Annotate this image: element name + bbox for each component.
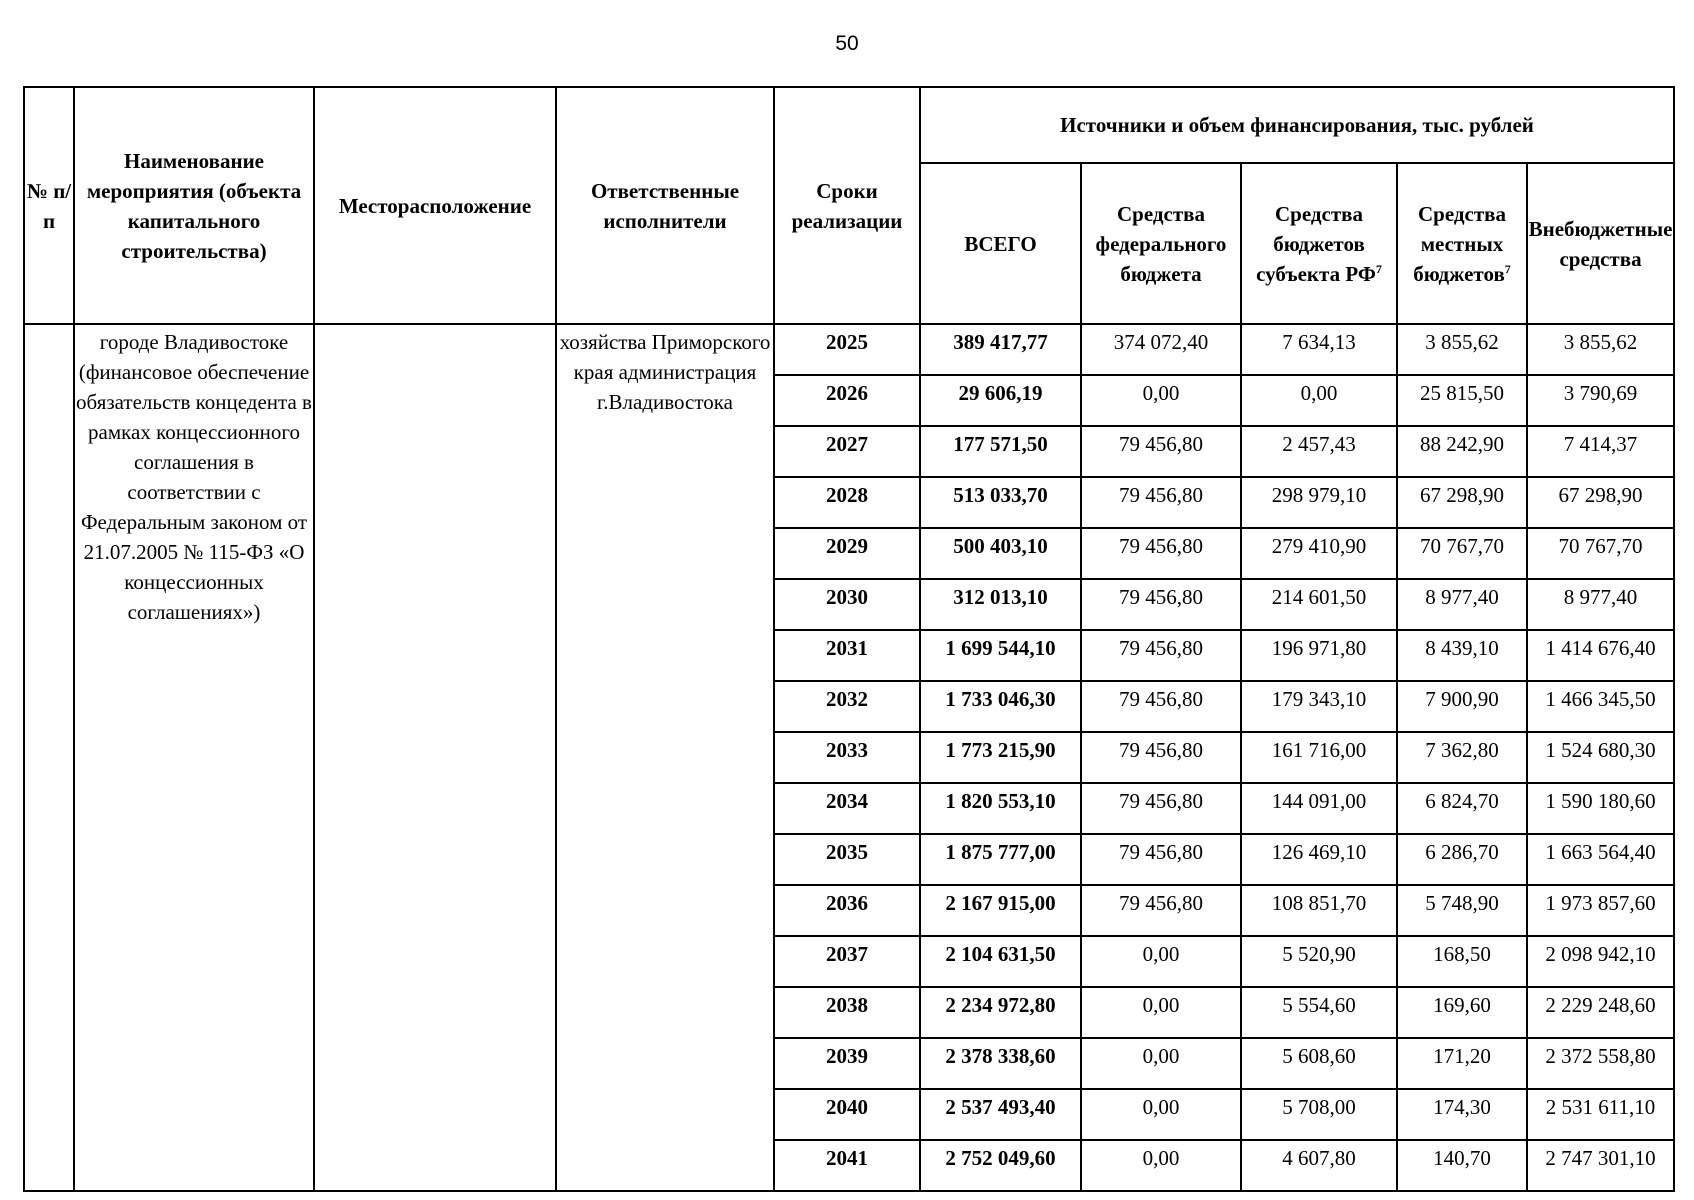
cell-year: 2026 — [774, 375, 920, 426]
cell-total: 1 733 046,30 — [920, 681, 1081, 732]
cell-regional: 214 601,50 — [1241, 579, 1397, 630]
cell-year: 2029 — [774, 528, 920, 579]
cell-local: 25 815,50 — [1397, 375, 1527, 426]
cell-extrabudget: 2 229 248,60 — [1527, 987, 1674, 1038]
cell-year: 2031 — [774, 630, 920, 681]
cell-total: 2 752 049,60 — [920, 1140, 1081, 1191]
cell-regional: 4 607,80 — [1241, 1140, 1397, 1191]
cell-local: 70 767,70 — [1397, 528, 1527, 579]
cell-year: 2040 — [774, 1089, 920, 1140]
cell-regional: 161 716,00 — [1241, 732, 1397, 783]
cell-federal: 0,00 — [1081, 1140, 1241, 1191]
cell-extrabudget: 8 977,40 — [1527, 579, 1674, 630]
table-row — [24, 324, 1674, 375]
cell-federal: 79 456,80 — [1081, 681, 1241, 732]
cell-total: 2 167 915,00 — [920, 885, 1081, 936]
cell-total: 2 378 338,60 — [920, 1038, 1081, 1089]
financing-table — [23, 86, 1675, 1192]
header-local-footnote: 7 — [1504, 261, 1511, 276]
cell-regional: 2 457,43 — [1241, 426, 1397, 477]
cell-year: 2036 — [774, 885, 920, 936]
cell-regional: 144 091,00 — [1241, 783, 1397, 834]
cell-local: 7 362,80 — [1397, 732, 1527, 783]
cell-year: 2028 — [774, 477, 920, 528]
cell-extrabudget: 67 298,90 — [1527, 477, 1674, 528]
cell-extrabudget: 3 855,62 — [1527, 324, 1674, 375]
cell-local: 168,50 — [1397, 936, 1527, 987]
cell-total: 1 773 215,90 — [920, 732, 1081, 783]
cell-name: городе Владивостоке (финансовое обеспечение обязательств концедента в рамках концессионного соглашения в соответствии с Федеральным законом от 21.07.2005 № 115-ФЗ «О концессионных соглашениях») — [74, 324, 314, 1191]
header-funding-group: Источники и объем финансирования, тыс. рублей — [920, 87, 1674, 163]
cell-total: 312 013,10 — [920, 579, 1081, 630]
cell-local: 3 855,62 — [1397, 324, 1527, 375]
cell-year: 2041 — [774, 1140, 920, 1191]
cell-total: 1 820 553,10 — [920, 783, 1081, 834]
header-responsible: Ответственные исполнители — [556, 87, 774, 324]
cell-year: 2032 — [774, 681, 920, 732]
cell-local: 67 298,90 — [1397, 477, 1527, 528]
cell-local: 174,30 — [1397, 1089, 1527, 1140]
header-name: Наименование мероприятия (объекта капитального строительства) — [74, 87, 314, 324]
cell-local: 6 286,70 — [1397, 834, 1527, 885]
cell-federal: 79 456,80 — [1081, 477, 1241, 528]
cell-regional: 126 469,10 — [1241, 834, 1397, 885]
cell-regional: 7 634,13 — [1241, 324, 1397, 375]
cell-federal: 0,00 — [1081, 987, 1241, 1038]
cell-regional: 196 971,80 — [1241, 630, 1397, 681]
cell-total: 500 403,10 — [920, 528, 1081, 579]
cell-total: 513 033,70 — [920, 477, 1081, 528]
cell-federal: 79 456,80 — [1081, 885, 1241, 936]
cell-extrabudget: 1 590 180,60 — [1527, 783, 1674, 834]
cell-extrabudget: 7 414,37 — [1527, 426, 1674, 477]
cell-total: 177 571,50 — [920, 426, 1081, 477]
cell-extrabudget: 70 767,70 — [1527, 528, 1674, 579]
cell-regional: 298 979,10 — [1241, 477, 1397, 528]
cell-local: 7 900,90 — [1397, 681, 1527, 732]
cell-regional: 108 851,70 — [1241, 885, 1397, 936]
header-local — [1397, 163, 1527, 324]
cell-extrabudget: 2 098 942,10 — [1527, 936, 1674, 987]
cell-extrabudget: 1 663 564,40 — [1527, 834, 1674, 885]
cell-federal: 79 456,80 — [1081, 579, 1241, 630]
cell-regional: 5 520,90 — [1241, 936, 1397, 987]
header-extrabudget: Внебюджетные средства — [1527, 163, 1674, 324]
header-local-label: Средства местных бюджетов — [1413, 201, 1506, 286]
cell-year: 2030 — [774, 579, 920, 630]
page-number: 50 — [835, 32, 859, 55]
header-term: Сроки реализации — [774, 87, 920, 324]
cell-total: 29 606,19 — [920, 375, 1081, 426]
cell-year: 2034 — [774, 783, 920, 834]
cell-federal: 79 456,80 — [1081, 783, 1241, 834]
cell-year: 2038 — [774, 987, 920, 1038]
header-regional-label: Средства бюджетов субъекта РФ — [1256, 201, 1376, 286]
cell-extrabudget: 1 466 345,50 — [1527, 681, 1674, 732]
cell-total: 2 234 972,80 — [920, 987, 1081, 1038]
header-regional — [1241, 163, 1397, 324]
cell-regional: 5 554,60 — [1241, 987, 1397, 1038]
cell-year: 2025 — [774, 324, 920, 375]
cell-year: 2027 — [774, 426, 920, 477]
cell-regional: 0,00 — [1241, 375, 1397, 426]
cell-local: 5 748,90 — [1397, 885, 1527, 936]
cell-federal: 0,00 — [1081, 375, 1241, 426]
cell-regional: 179 343,10 — [1241, 681, 1397, 732]
cell-federal: 79 456,80 — [1081, 630, 1241, 681]
cell-federal: 79 456,80 — [1081, 528, 1241, 579]
cell-responsible: хозяйства Приморского края администрация г.Владивостока — [556, 324, 774, 1191]
cell-regional: 279 410,90 — [1241, 528, 1397, 579]
cell-local: 8 439,10 — [1397, 630, 1527, 681]
cell-total: 2 537 493,40 — [920, 1089, 1081, 1140]
cell-extrabudget: 2 747 301,10 — [1527, 1140, 1674, 1191]
cell-regional: 5 608,60 — [1241, 1038, 1397, 1089]
cell-extrabudget: 1 973 857,60 — [1527, 885, 1674, 936]
cell-location — [314, 324, 556, 1191]
cell-local: 140,70 — [1397, 1140, 1527, 1191]
cell-extrabudget: 1 414 676,40 — [1527, 630, 1674, 681]
cell-federal: 0,00 — [1081, 936, 1241, 987]
cell-year: 2037 — [774, 936, 920, 987]
header-federal: Средства федерального бюджета — [1081, 163, 1241, 324]
cell-federal: 374 072,40 — [1081, 324, 1241, 375]
cell-federal: 79 456,80 — [1081, 834, 1241, 885]
cell-year: 2035 — [774, 834, 920, 885]
cell-federal: 79 456,80 — [1081, 732, 1241, 783]
cell-local: 88 242,90 — [1397, 426, 1527, 477]
cell-local: 169,60 — [1397, 987, 1527, 1038]
table-body — [24, 324, 1674, 1191]
cell-year: 2033 — [774, 732, 920, 783]
cell-extrabudget: 1 524 680,30 — [1527, 732, 1674, 783]
cell-federal: 0,00 — [1081, 1089, 1241, 1140]
cell-regional: 5 708,00 — [1241, 1089, 1397, 1140]
cell-year: 2039 — [774, 1038, 920, 1089]
cell-federal: 79 456,80 — [1081, 426, 1241, 477]
cell-no — [24, 324, 74, 1191]
cell-local: 8 977,40 — [1397, 579, 1527, 630]
cell-extrabudget: 2 372 558,80 — [1527, 1038, 1674, 1089]
cell-federal: 0,00 — [1081, 1038, 1241, 1089]
cell-local: 6 824,70 — [1397, 783, 1527, 834]
cell-extrabudget: 3 790,69 — [1527, 375, 1674, 426]
cell-total: 389 417,77 — [920, 324, 1081, 375]
cell-local: 171,20 — [1397, 1038, 1527, 1089]
cell-total: 1 875 777,00 — [920, 834, 1081, 885]
header-total: ВСЕГО — [920, 163, 1081, 324]
cell-total: 2 104 631,50 — [920, 936, 1081, 987]
header-location: Месторасположение — [314, 87, 556, 324]
header-no: № п/п — [24, 87, 74, 324]
cell-extrabudget: 2 531 611,10 — [1527, 1089, 1674, 1140]
header-regional-footnote: 7 — [1375, 261, 1382, 276]
cell-total: 1 699 544,10 — [920, 630, 1081, 681]
